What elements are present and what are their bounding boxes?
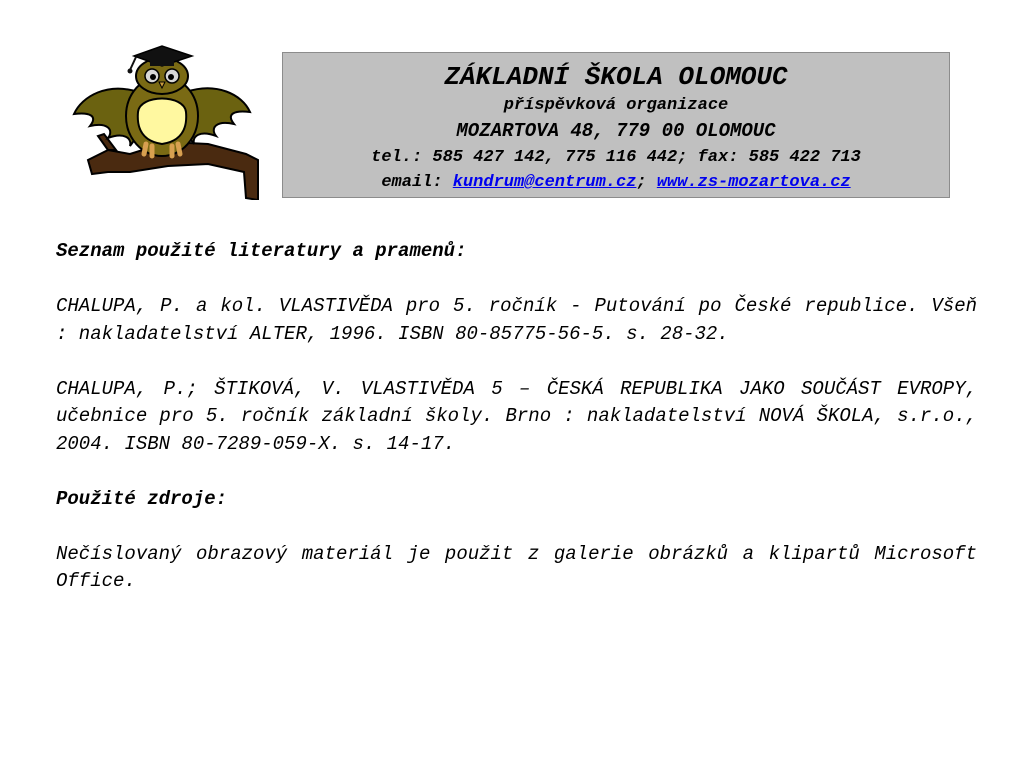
email-label: email:	[381, 173, 453, 192]
email-link[interactable]: kundrum@centrum.cz	[452, 173, 637, 192]
reference-2: CHALUPA, P.; ŠTIKOVÁ, V. VLASTIVĚDA 5 – ČESKÁ REPUBLIKA JAKO SOUČÁST EVROPY, učebnice pro 5. ročník základní školy. Brno : nakladatelství NOVÁ ŠKOLA, s.r.o., 2004. ISBN 80-7289-059-X. s. 14-17.	[56, 377, 977, 455]
reference-1: CHALUPA, P. a kol. VLASTIVĚDA pro 5. ročník - Putování po České republice. Všeň : nakladatelství ALTER, 1996. ISBN 80-85775-56-5. s. 28-32.	[56, 295, 977, 345]
school-logo	[68, 42, 260, 200]
website-link[interactable]: www.zs-mozartova.cz	[656, 173, 851, 192]
school-address: MOZARTOVA 48, 779 00 OLOMOUC	[456, 120, 776, 142]
contact-separator: ;	[636, 173, 657, 192]
owl-with-graduation-cap-icon	[68, 42, 260, 200]
organization-type: příspěvková organizace	[503, 96, 729, 115]
sources-text: Nečíslovaný obrazový materiál je použit z galerie obrázků a klipartů Microsoft Office.	[56, 542, 977, 592]
school-header	[282, 52, 950, 198]
literature-heading: Seznam použité literatury a pramenů:	[56, 240, 467, 262]
document-body	[56, 238, 977, 596]
sources-heading: Použité zdroje:	[56, 487, 228, 510]
contact-phone: tel.: 585 427 142, 775 116 442; fax: 585 422 713	[371, 148, 861, 167]
school-name: ZÁKLADNÍ ŠKOLA OLOMOUC	[444, 62, 788, 92]
contact-email-line	[283, 170, 949, 195]
